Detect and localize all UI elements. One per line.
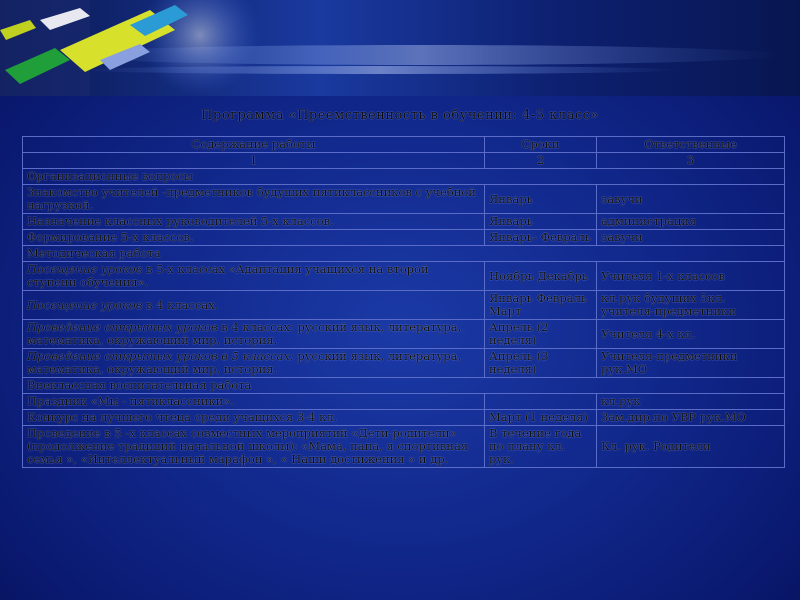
row-term: Апрель (2 неделя): [485, 320, 597, 349]
decorative-banner: [0, 0, 800, 96]
program-table: [22, 136, 785, 468]
section-row: [23, 246, 785, 262]
table-row: [23, 185, 785, 214]
row-content-text: русский язык, литература, математика, окружающий мир, история.: [27, 349, 462, 376]
row-content: [23, 262, 485, 291]
row-content-text: в 5-х классах «Адаптация учащихся на второй ступени обучения».: [27, 262, 429, 289]
row-responsible: кл.рук будущих 5кл. учителя-предметники: [597, 291, 785, 320]
table-row: [23, 262, 785, 291]
section-heading-org: Организационные вопросы: [23, 169, 785, 185]
banner-graphic: [0, 0, 800, 96]
row-content: [23, 291, 485, 320]
row-responsible: Учителя 1-х классов: [597, 262, 785, 291]
row-responsible: Учителя-предметники рук.МО: [597, 349, 785, 378]
table-number-row: [23, 153, 785, 169]
column-header-term: Сроки: [485, 137, 597, 153]
page-title: Программа «Преемственность в обучении: 4-5 класс»: [201, 108, 599, 123]
row-content-italic: Проведение открытых уроков: [27, 320, 218, 334]
row-term: [485, 394, 597, 410]
column-number-3: 3: [597, 153, 785, 169]
column-number-2: 2: [485, 153, 597, 169]
row-term: Январь: [485, 214, 597, 230]
row-content-italic: Проведение открытых уроков в 5 классах:: [27, 349, 294, 363]
row-term: Март (1 неделя): [485, 410, 597, 426]
row-responsible: завучи: [597, 230, 785, 246]
row-responsible: Зам.дир.по УВР рук.МО: [597, 410, 785, 426]
table-row: [23, 320, 785, 349]
row-content-text: в 4 классах.: [142, 297, 219, 312]
row-term: Январь- Февраль: [485, 230, 597, 246]
row-content: Конкурс на лучшего чтеца среди учащихся 3-4 кл.: [23, 410, 485, 426]
row-responsible: Учителя 4-х кл.: [597, 320, 785, 349]
row-content: Проведение в 5 -х классах совместных мероприятий «Дети-родители» (продолжение традиций начальной школы): «Мама, папа, я спортивная семья », «Интеллектуальный марафон », « Наши достижения » и др.: [23, 426, 485, 468]
column-header-content: Содержание работы: [23, 137, 485, 153]
table-row: [23, 230, 785, 246]
table-row: [23, 214, 785, 230]
row-content: [23, 320, 485, 349]
column-header-responsible: Ответственные: [597, 137, 785, 153]
row-content: Знакомство учителей -предметников будущих пятиклассников с учебной нагрузкой.: [23, 185, 485, 214]
section-row: [23, 378, 785, 394]
row-content: Назначение классных руководителей 5-х классов.: [23, 214, 485, 230]
section-heading-method: Методическая работа: [23, 246, 785, 262]
table-row: [23, 349, 785, 378]
table-header-row: [23, 137, 785, 153]
row-responsible: кл.рук: [597, 394, 785, 410]
row-term: В течение года по плану кл. рук.: [485, 426, 597, 468]
table-row: [23, 410, 785, 426]
row-responsible: завучи: [597, 185, 785, 214]
table-row: [23, 291, 785, 320]
row-content: Праздник «Мы - пятиклассники».: [23, 394, 485, 410]
column-number-1: 1: [23, 153, 485, 169]
row-responsible: администрация: [597, 214, 785, 230]
table-row: [23, 394, 785, 410]
row-content-text: в 4 классах: русский язык, литература, математика, окружающий мир, история.: [27, 320, 462, 347]
section-heading-extra: Внеклассная воспитательная работа: [23, 378, 785, 394]
row-term: Январь: [485, 185, 597, 214]
table-row: [23, 426, 785, 468]
row-responsible: Кл. рук. Родители: [597, 426, 785, 468]
row-term: Апрель (3 неделя): [485, 349, 597, 378]
section-row: [23, 169, 785, 185]
row-content: [23, 349, 485, 378]
row-content-italic: Посещение уроков: [27, 262, 143, 276]
row-content: Формирование 5-х классов.: [23, 230, 485, 246]
row-content-italic: Посещение уроков: [27, 297, 143, 312]
row-term: Ноябрь Декабрь: [485, 262, 597, 291]
row-term: Январь Февраль Март: [485, 291, 597, 320]
